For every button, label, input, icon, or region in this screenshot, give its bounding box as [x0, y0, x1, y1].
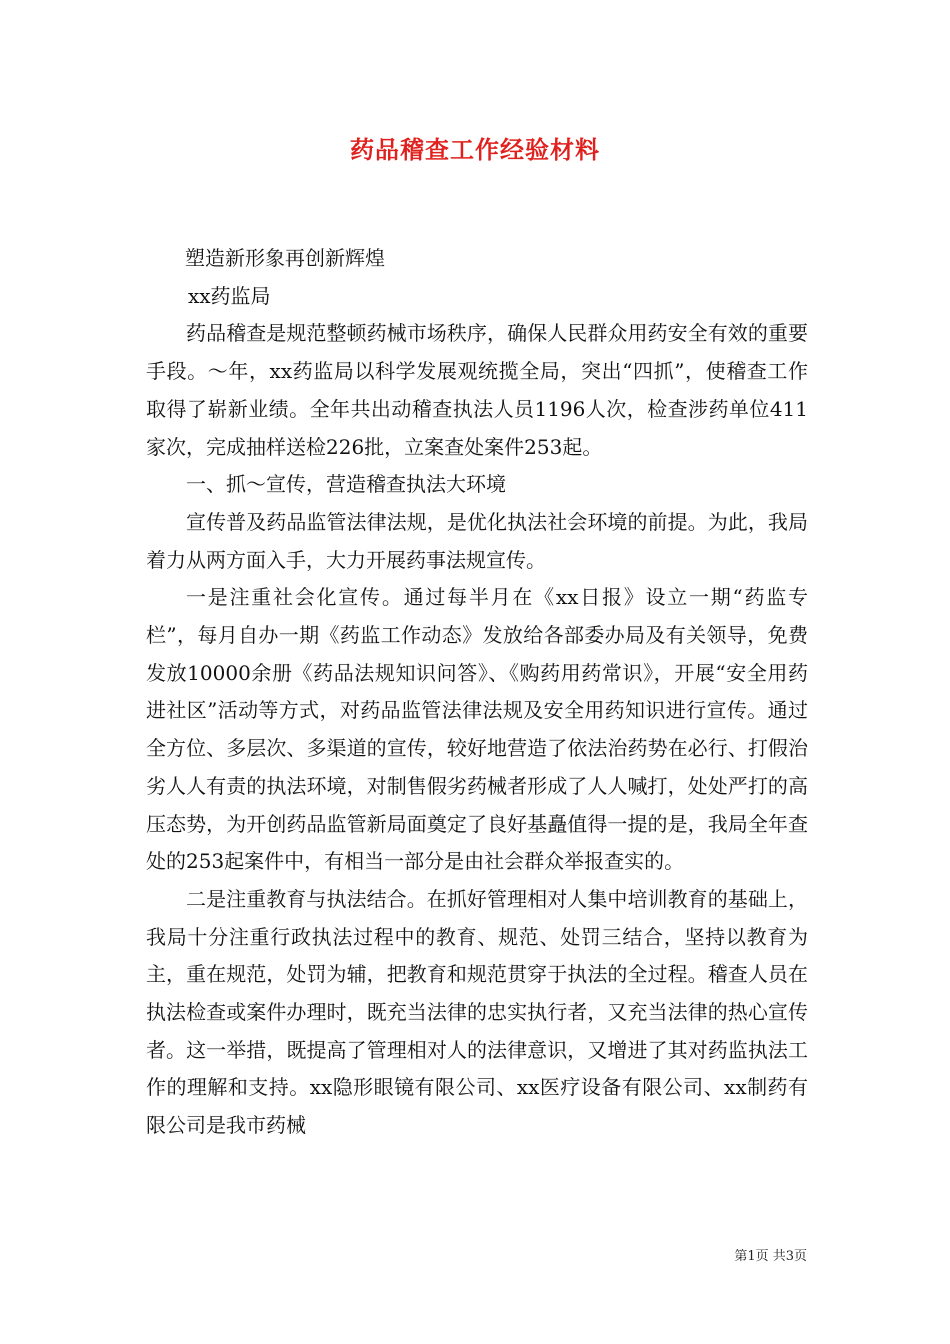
education-enforcement-paragraph: 二是注重教育与执法结合。在抓好管理相对人集中培训教育的基础上，我局十分注重行政执法过程中的教育、规范、处罚三结合，坚持以教育为主，重在规范，处罚为辅，把教育和规范贯穿于执法的全过程。稽查人员在执法检查或案件办理时，既充当法律的忠实执行者，又充当法律的热心宣传者。这一举措，既提高了管理相对人的法律意识，又增进了其对药监执法工作的理解和支持。xx隐形眼镜有限公司、xx医疗设备有限公司、xx制药有限公司是我市药械	[146, 886, 808, 1138]
section-intro-paragraph: 宣传普及药品监管法律法规，是优化执法社会环境的前提。为此，我局着力从两方面入手，大力开展药事法规宣传。	[146, 509, 808, 572]
author-paragraph: xx药监局	[188, 283, 271, 308]
subtitle-paragraph: 塑造新形象再创新辉煌	[185, 246, 385, 270]
social-publicity-paragraph: 一是注重社会化宣传。通过每半月在《xx日报》设立一期“药监专栏”，每月自办一期《药监工作动态》发放给各部委办局及有关领导，免费发放10000余册《药品法规知识问答》、《购药用药常识》，开展“安全用药进社区”活动等方式，对药品监管法律法规及安全用药知识进行宣传。通过全方位、多层次、多渠道的宣传，较好地营造了依法治药势在必行、打假治劣人人有责的执法环境，对制售假劣药械者形成了人人喊打，处处严打的高压态势，为开创药品监管新局面奠定了良好基矗值得一提的是，我局全年查处的253起案件中，有相当一部分是由社会群众举报查实的。	[146, 585, 808, 874]
document-body	[146, 240, 808, 1145]
page-number: 第1页 共3页	[734, 1249, 807, 1264]
section-heading: 一、抓～宣传，营造稽查执法大环境	[186, 472, 506, 497]
intro-paragraph: 药品稽查是规范整顿药械市场秩序，确保人民群众用药安全有效的重要手段。～年，xx药监局以科学发展观统揽全局，突出“四抓”，使稽查工作取得了崭新业绩。全年共出动稽查执法人员1196人次，检查涉药单位411家次，完成抽样送检226批，立案查处案件253起。	[146, 321, 808, 459]
page-title: 药品稽查工作经验材料	[350, 135, 600, 164]
